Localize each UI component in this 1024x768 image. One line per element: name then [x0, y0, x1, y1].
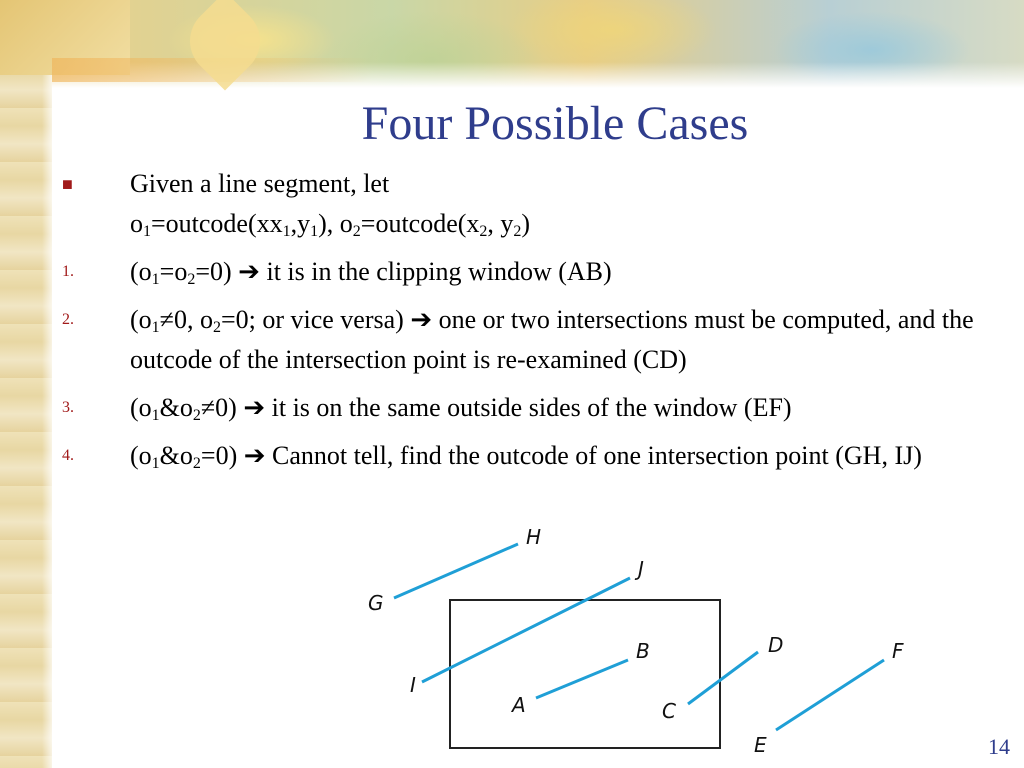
label-c: C — [662, 699, 676, 723]
label-d: D — [768, 633, 784, 657]
bullet-square-icon: ■ — [62, 174, 73, 194]
page-number: 14 — [988, 734, 1010, 759]
bullet-item — [60, 164, 1010, 244]
label-b: B — [636, 639, 650, 663]
label-j: J — [638, 557, 644, 581]
segment-ef — [776, 660, 884, 730]
case-number: 3. — [62, 399, 74, 416]
segment-ij — [422, 578, 630, 682]
case-number: 1. — [62, 263, 74, 280]
bullet-line1: Given a line segment, let — [130, 169, 390, 198]
segment-gh — [394, 544, 518, 598]
case-item-1: 1. $(o_1=o_2=0)$ ➔ it is in the clipping window (AB) — [60, 252, 1010, 292]
segment-cd — [688, 652, 758, 704]
label-f: F — [892, 639, 904, 663]
arrow-icon: ➔ — [243, 393, 266, 422]
segment-ab — [536, 660, 628, 698]
case-number: 4. — [62, 447, 74, 464]
label-a: A — [512, 693, 526, 717]
case-item-4: 4. $(o_1\&o_2=0)$ ➔ Cannot tell, find the outcode of one intersection point (GH, IJ) — [60, 436, 1010, 476]
arrow-icon: ➔ — [238, 257, 260, 286]
case-item-3: 3. $(o_1\&o_2\ne 0)$ ➔ it is on the same outside sides of the window (EF) — [60, 388, 1010, 428]
label-g: G — [368, 591, 384, 615]
arrow-icon: ➔ — [410, 305, 433, 334]
label-e: E — [754, 733, 767, 757]
slide-content — [60, 164, 1010, 484]
arrow-icon: ➔ — [243, 441, 266, 470]
label-i: I — [410, 673, 416, 697]
case-item-2: 2. ($o_1\ne 0$, $o_2=0$; or vice versa) ➔ one or two intersections must be computed, and the outcode of the intersection point is re-examined (CD) — [60, 300, 1010, 380]
clipping-diagram — [350, 518, 950, 768]
case-number: 2. — [62, 311, 74, 328]
slide-title: Four Possible Cases — [361, 97, 749, 150]
bullet-line2: $o_1=outcode(xx_1,y_1)$, $o_2=outcode(x_2$, $y_2$) — [130, 209, 531, 240]
clipping-window — [450, 600, 720, 748]
label-h: H — [526, 525, 542, 549]
